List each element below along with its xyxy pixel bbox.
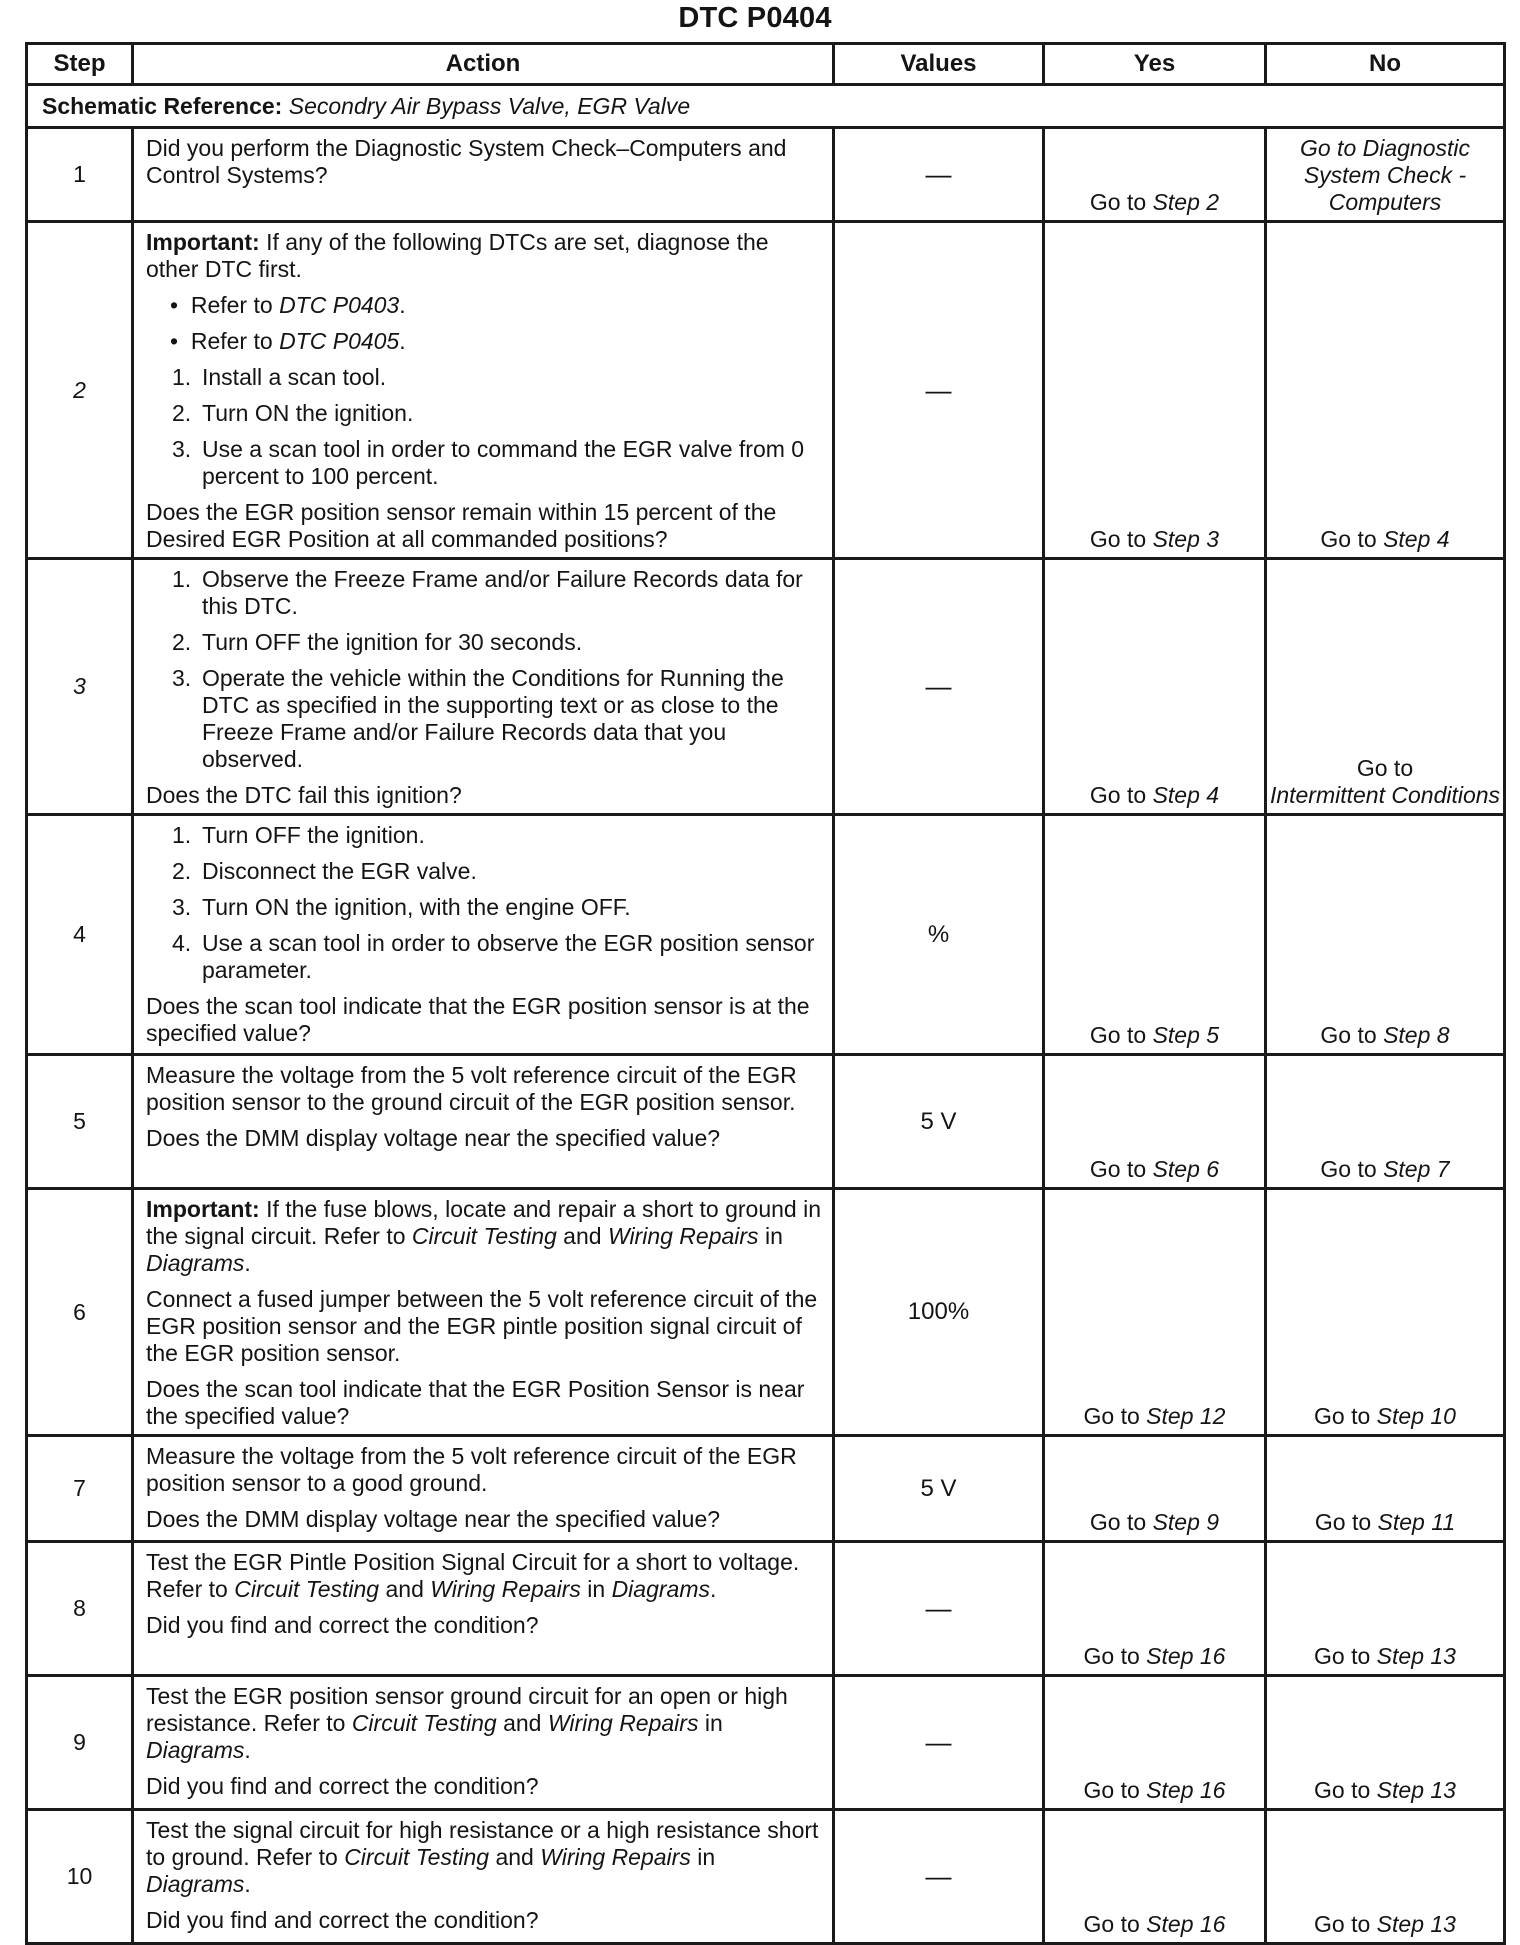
yes-cell: [1044, 1436, 1266, 1542]
value-cell: [834, 1542, 1044, 1676]
yes-cell: [1044, 559, 1266, 815]
table-row: [27, 128, 1505, 222]
action-cell: [133, 1676, 834, 1810]
yes-goto: Go to Step 2: [1089, 189, 1220, 215]
yes-goto: Go to Step 5: [1089, 1022, 1220, 1048]
schematic-reference: [27, 85, 1505, 128]
no-goto: Go to Intermittent Conditions: [1269, 755, 1501, 808]
step-number: 9: [27, 1676, 133, 1810]
no-cell: [1266, 559, 1505, 815]
action-question: Did you find and correct the condition?: [146, 1612, 539, 1638]
value-cell: [834, 1436, 1044, 1542]
value-cell: [834, 1810, 1044, 1944]
action-question: Does the scan tool indicate that the EGR position sensor is at the specified value?: [146, 993, 810, 1046]
yes-goto: Go to Step 6: [1089, 1156, 1220, 1182]
step-number: 6: [27, 1189, 133, 1436]
yes-goto: Go to Step 16: [1083, 1911, 1226, 1937]
dtc-table: [25, 42, 1506, 1945]
numbered-step: 2. Turn ON the ignition.: [172, 400, 414, 426]
no-goto: Go to Step 7: [1320, 1156, 1450, 1182]
numbered-step: 4. Use a scan tool in order to observe the EGR position sensor parameter.: [172, 930, 815, 983]
action-cell: [133, 1189, 834, 1436]
table-row: [27, 1810, 1505, 1944]
action-text: Measure the voltage from the 5 volt reference circuit of the EGR position sensor to a good ground.: [146, 1443, 797, 1496]
header-action: Action: [133, 44, 834, 85]
step-number: 8: [27, 1542, 133, 1676]
schematic-label: Schematic Reference:: [42, 92, 283, 119]
no-cell: [1266, 815, 1505, 1055]
action-question: Did you find and correct the condition?: [146, 1773, 539, 1799]
table-row: [27, 1542, 1505, 1676]
schematic-value: Secondry Air Bypass Valve, EGR Valve: [288, 92, 691, 119]
no-cell: [1266, 1542, 1505, 1676]
value-cell: [834, 128, 1044, 222]
value-text: —: [925, 1727, 952, 1757]
numbered-step: 1. Turn OFF the ignition.: [172, 822, 425, 848]
value-text: —: [925, 1861, 952, 1891]
action-text: Test the signal circuit for high resistance or a high resistance short to ground. Refer to Circuit Testing and Wiring Repairs in Diagrams.: [146, 1817, 819, 1897]
numbered-step: 2. Turn OFF the ignition for 30 seconds.: [172, 629, 583, 655]
step-number: 3: [27, 559, 133, 815]
no-cell: [1266, 1676, 1505, 1810]
action-cell: [133, 815, 834, 1055]
action-cell: [133, 559, 834, 815]
action-text: Connect a fused jumper between the 5 volt reference circuit of the EGR position sensor and the EGR pintle position signal circuit of the EGR position sensor.: [146, 1286, 818, 1366]
value-cell: [834, 815, 1044, 1055]
numbered-step: 3. Use a scan tool in order to command the EGR valve from 0 percent to 100 percent.: [172, 436, 805, 489]
numbered-step: 1. Install a scan tool.: [172, 364, 387, 390]
step-number: 2: [27, 222, 133, 559]
yes-cell: [1044, 128, 1266, 222]
table-row: [27, 1189, 1505, 1436]
yes-goto: Go to Step 9: [1089, 1509, 1220, 1535]
header-yes: Yes: [1044, 44, 1266, 85]
no-cell: [1266, 128, 1505, 222]
no-goto: Go to Step 8: [1320, 1022, 1450, 1048]
table-row: [27, 559, 1505, 815]
value-text: 5 V: [920, 1474, 957, 1502]
page-title: DTC P0404: [678, 2, 832, 34]
action-cell: [133, 1055, 834, 1189]
table-row: [27, 1436, 1505, 1542]
action-question: Does the DTC fail this ignition?: [146, 782, 462, 808]
value-text: —: [925, 159, 952, 189]
value-text: 5 V: [920, 1107, 957, 1135]
yes-goto: Go to Step 4: [1089, 782, 1220, 808]
bullet-item: • Refer to DTC P0405.: [170, 328, 406, 354]
value-text: —: [925, 374, 952, 405]
action-question: Did you find and correct the condition?: [146, 1907, 539, 1933]
value-cell: [834, 1676, 1044, 1810]
action-text: Did you perform the Diagnostic System Check–Computers and Control Systems?: [146, 135, 787, 188]
value-cell: [834, 1055, 1044, 1189]
header-no: No: [1266, 44, 1505, 85]
action-cell: [133, 1810, 834, 1944]
action-cell: [133, 222, 834, 559]
step-number: 1: [27, 128, 133, 222]
no-cell: [1266, 222, 1505, 559]
no-goto: Go to Step 13: [1314, 1643, 1456, 1669]
step-number: 4: [27, 815, 133, 1055]
yes-cell: [1044, 1676, 1266, 1810]
table-row: [27, 815, 1505, 1055]
table-row: [27, 1055, 1505, 1189]
value-cell: [834, 559, 1044, 815]
step-number: 7: [27, 1436, 133, 1542]
yes-cell: [1044, 815, 1266, 1055]
value-text: 100%: [907, 1298, 970, 1325]
yes-cell: [1044, 1055, 1266, 1189]
table-row: [27, 222, 1505, 559]
no-goto: Go to Step 4: [1320, 526, 1450, 552]
action-cell: [133, 128, 834, 222]
action-question: Does the DMM display voltage near the specified value?: [146, 1125, 721, 1151]
action-text: Test the EGR Pintle Position Signal Circuit for a short to voltage. Refer to Circuit Testing and Wiring Repairs in Diagrams.: [146, 1549, 800, 1602]
action-cell: [133, 1436, 834, 1542]
action-cell: [133, 1542, 834, 1676]
schematic-reference-row: [27, 85, 1505, 128]
yes-cell: [1044, 222, 1266, 559]
action-text: Measure the voltage from the 5 volt reference circuit of the EGR position sensor to the ground circuit of the EGR position sensor.: [146, 1062, 797, 1115]
value-cell: [834, 1189, 1044, 1436]
action-text: Test the EGR position sensor ground circuit for an open or high resistance. Refer to Circuit Testing and Wiring Repairs in Diagrams.: [146, 1683, 788, 1763]
important-note: Important: If any of the following DTCs are set, diagnose the other DTC first.: [146, 229, 769, 282]
value-text: —: [925, 671, 952, 701]
no-goto: Go to Diagnostic System Check - Computers: [1299, 135, 1471, 215]
yes-goto: Go to Step 16: [1083, 1777, 1226, 1803]
yes-cell: [1044, 1542, 1266, 1676]
yes-cell: [1044, 1810, 1266, 1944]
bullet-item: • Refer to DTC P0403.: [170, 292, 406, 318]
yes-goto: Go to Step 12: [1083, 1403, 1226, 1429]
action-question: Does the DMM display voltage near the specified value?: [146, 1506, 721, 1532]
yes-goto: Go to Step 16: [1083, 1643, 1226, 1669]
action-question: Does the EGR position sensor remain within 15 percent of the Desired EGR Position at all commanded positions?: [146, 499, 777, 552]
header-values: Values: [834, 44, 1044, 85]
no-goto: Go to Step 13: [1314, 1911, 1456, 1937]
value-text: %: [927, 920, 950, 948]
value-text: —: [925, 1593, 952, 1623]
step-number: 5: [27, 1055, 133, 1189]
yes-goto: Go to Step 3: [1089, 526, 1220, 552]
no-cell: [1266, 1810, 1505, 1944]
table-row: [27, 1676, 1505, 1810]
step-number: 10: [27, 1810, 133, 1944]
header-step: Step: [27, 44, 133, 85]
no-cell: [1266, 1189, 1505, 1436]
no-cell: [1266, 1436, 1505, 1542]
action-question: Does the scan tool indicate that the EGR Position Sensor is near the specified value?: [146, 1376, 805, 1429]
numbered-step: 1. Observe the Freeze Frame and/or Failure Records data for this DTC.: [172, 566, 803, 619]
no-cell: [1266, 1055, 1505, 1189]
numbered-step: 3. Turn ON the ignition, with the engine OFF.: [172, 894, 631, 920]
important-note: Important: If the fuse blows, locate and repair a short to ground in the signal circuit. Refer to Circuit Testing and Wiring Repairs in Diagrams.: [146, 1196, 821, 1276]
no-goto: Go to Step 10: [1314, 1403, 1456, 1429]
value-cell: [834, 222, 1044, 559]
no-goto: Go to Step 13: [1314, 1777, 1456, 1803]
header-row: [27, 44, 1505, 85]
numbered-step: 3. Operate the vehicle within the Conditions for Running the DTC as specified in the supporting text or as close to the Freeze Frame and/or Failure Records data that you observed.: [172, 665, 784, 772]
numbered-step: 2. Disconnect the EGR valve.: [172, 858, 477, 884]
no-goto: Go to Step 11: [1314, 1509, 1456, 1535]
yes-cell: [1044, 1189, 1266, 1436]
